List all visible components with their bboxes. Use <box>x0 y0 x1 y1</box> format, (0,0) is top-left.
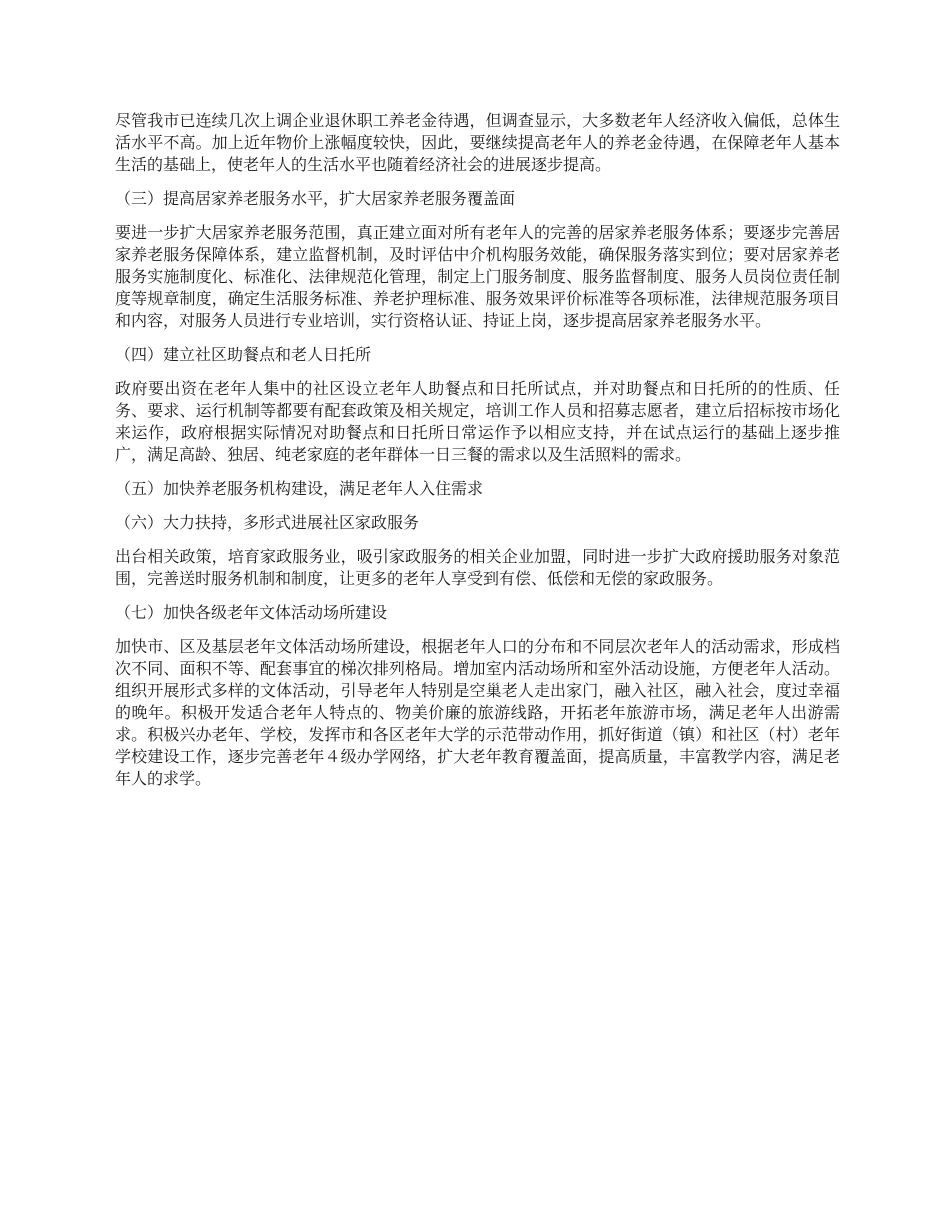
document-body <box>115 110 840 802</box>
paragraph-meal-daycare: 政府要出资在老年人集中的社区设立老年人助餐点和日托所试点，并对助餐点和日托所的的性质、任务、要求、运行机制等都要有配套政策及相关规定，培训工作人员和招募志愿者，建立后招标按市场化来运作，政府根据实际情况对助餐点和日托所日常运作予以相应支持，并在试点运行的基础上逐步推广，满足高龄、独居、纯老家庭的老年群体一日三餐的需求以及生活照料的需求。 <box>115 379 840 464</box>
section-heading-3: （三）提高居家养老服务水平，扩大居家养老服务覆盖面 <box>115 189 516 208</box>
paragraph-home-care: 要进一步扩大居家养老服务范围，真正建立面对所有老年人的完善的居家养老服务体系；要逐步完善居家养老服务保障体系，建立监督机制，及时评估中介机构服务效能，确保服务落实到位；要对居家养老服务实施制度化、标准化、法律规范化管理，制定上门服务制度、服务监督制度、服务人员岗位责任制度等规章制度，确定生活服务标准、养老护理标准、服务效果评价标准等各项标准，法律规范服务项目和内容，对服务人员进行专业培训，实行资格认证、持证上岗，逐步提高居家养老服务水平。 <box>115 223 840 330</box>
paragraph-housekeeping: 出台相关政策，培育家政服务业，吸引家政服务的相关企业加盟，同时进一步扩大政府援助服务对象范围，完善送时服务机制和制度，让更多的老年人享受到有偿、低偿和无偿的家政服务。 <box>115 547 840 588</box>
section-heading-6: （六）大力扶持，多形式进展社区家政服务 <box>115 513 420 532</box>
section-heading-4: （四）建立社区助餐点和老人日托所 <box>115 345 372 364</box>
paragraph-culture-sports: 加快市、区及基层老年文体活动场所建设，根据老年人口的分布和不同层次老年人的活动需求，形成档次不同、面积不等、配套事宜的梯次排列格局。增加室内活动场所和室外活动设施，方便老年人活动。组织开展形式多样的文体活动，引导老年人特别是空巢老人走出家门，融入社区，融入社会，度过幸福的晚年。积极开发适合老年人特点的、物美价廉的旅游线路，开拓老年旅游市场，满足老年人出游需求。积极兴办老年、学校，发挥市和各区老年大学的示范带动作用，抓好街道（镇）和社区（村）老年学校建设工作，逐步完善老年４级办学网络，扩大老年教育覆盖面，提高质量，丰富教学内容，满足老年人的求学。 <box>115 637 840 788</box>
section-heading-7: （七）加快各级老年文体活动场所建设 <box>115 603 388 622</box>
paragraph-pension: 尽管我市已连续几次上调企业退休职工养老金待遇，但调查显示，大多数老年人经济收入偏低，总体生活水平不高。加上近年物价上涨幅度较快，因此，要继续提高老年人的养老金待遇，在保障老年人基本生活的基础上，使老年人的生活水平也随着经济社会的进展逐步提高。 <box>115 111 840 174</box>
section-heading-5: （五）加快养老服务机构建设，满足老年人入住需求 <box>115 479 484 498</box>
